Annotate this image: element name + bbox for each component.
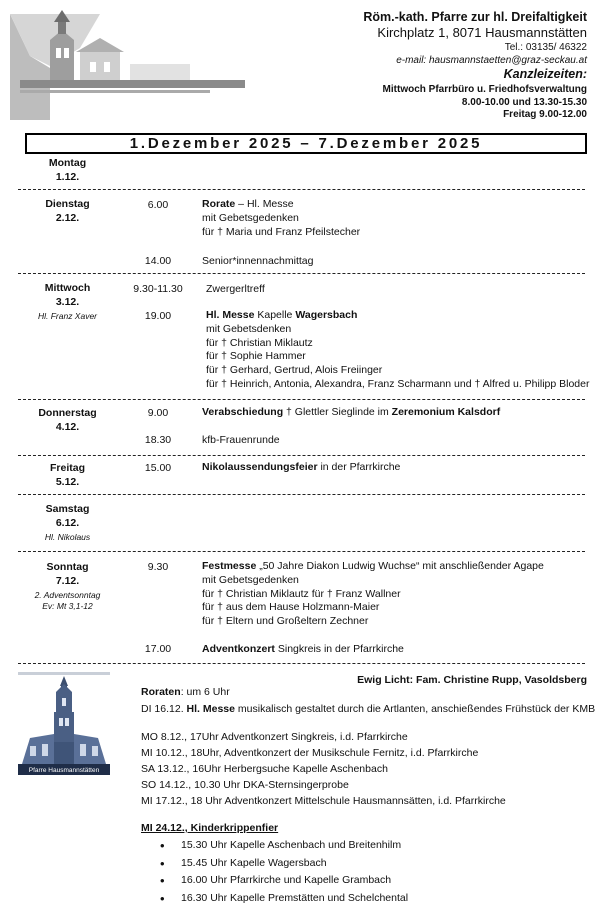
di-line <box>141 703 595 715</box>
day-date: 2.12. <box>55 212 80 224</box>
event-detail: für † Christian Miklautz für † Franz Wallner <box>202 587 401 600</box>
krippen-title: MI 24.12., Kinderkrippenfier <box>141 822 279 834</box>
divider <box>18 663 585 664</box>
week-title: 1.Dezember 2025 – 7.Dezember 2025 <box>25 133 587 154</box>
event-time: 17.00 <box>144 643 172 655</box>
announcement: MI 17.12., 18 Uhr Adventkonzert Mittelschule Hausmannsätten, i.d. Pfarrkirche <box>141 795 506 807</box>
roraten-line <box>141 686 230 698</box>
event-entry <box>202 406 500 420</box>
day-date: 4.12. <box>55 421 80 433</box>
roraten-text: : um 6 Uhr <box>180 686 230 698</box>
event-text: – Hl. Messe <box>235 198 294 210</box>
list-item: • 15.30 Uhr Kapelle Aschenbach und Breitenhilm <box>141 839 408 857</box>
event-text: Zwergerltreff <box>206 283 265 295</box>
event-time: 15.00 <box>144 462 172 474</box>
event-text: † Glettler Sieglinde im <box>283 406 392 418</box>
day-name: Montag <box>48 157 87 169</box>
divider <box>18 455 585 456</box>
event-entry <box>202 643 404 657</box>
day-date: 6.12. <box>55 517 80 529</box>
event-time: 19.00 <box>144 310 172 322</box>
event-text: Singkreis in der Pfarrkirche <box>274 643 404 655</box>
event-detail: für † Christian Miklautz <box>206 336 313 349</box>
parish-address: Kirchplatz 1, 8071 Hausmannstätten <box>377 25 587 40</box>
office-hours-line: Mittwoch Pfarrbüro u. Friedhofsverwaltung <box>382 84 587 95</box>
day-name: Donnerstag <box>38 407 97 419</box>
divider <box>18 189 585 190</box>
list-item: • 16.00 Uhr Pfarrkirche und Kapelle Grambach <box>141 874 408 892</box>
office-hours-line: 8.00-10.00 und 13.30-15.30 <box>461 97 587 108</box>
event-detail: für † Maria und Franz Pfeilstecher <box>202 225 361 238</box>
day-name: Samstag <box>45 503 90 515</box>
announcement: MO 8.12., 17Uhr Adventkonzert Singkreis, i.d. Pfarrkirche <box>141 731 408 743</box>
event-text: in der Pfarrkirche <box>317 461 401 473</box>
parish-email: e-mail: hausmannstaetten@graz-seckau.at <box>396 55 587 66</box>
di-prefix: DI 16.12. <box>141 703 187 715</box>
day-liturgy: 2. Adventsonntag <box>34 590 101 600</box>
day-saint: Hl. Franz Xaver <box>37 311 98 321</box>
di-text: musikalisch gestaltet durch die Artlanten, anschießendes Frühstück der KMB <box>234 703 596 715</box>
day-date: 1.12. <box>55 171 80 183</box>
event-detail: mit Gebetsdenken <box>206 322 292 335</box>
divider <box>18 494 585 495</box>
day-name: Dienstag <box>45 198 90 210</box>
di-title: Hl. Messe <box>186 703 235 715</box>
office-hours-line: Freitag 9.00-12.00 <box>503 109 587 120</box>
event-entry <box>206 309 589 392</box>
day-date: 3.12. <box>55 296 80 308</box>
event-location: Zeremonium Kalsdorf <box>391 406 501 418</box>
event-time: 18.30 <box>144 434 172 446</box>
event-time: 9.30 <box>147 561 169 573</box>
event-time: 9.00 <box>147 407 169 419</box>
day-date: 7.12. <box>55 575 80 587</box>
church-tower-icon <box>18 672 110 775</box>
event-time: 14.00 <box>144 255 172 267</box>
event-time: 9.30-11.30 <box>133 283 183 295</box>
event-title: Verabschiedung <box>202 406 284 418</box>
church-caption: Pfarre Hausmannstätten <box>28 767 100 774</box>
divider <box>18 399 585 400</box>
list-item: • 15.45 Uhr Kapelle Wagersbach <box>141 857 408 875</box>
event-text: Kapelle <box>254 309 296 321</box>
divider <box>18 551 585 552</box>
event-text: Senior*innennachmittag <box>202 255 314 267</box>
event-time: 6.00 <box>147 199 169 211</box>
event-title: Nikolaussendungsfeier <box>202 461 318 473</box>
ewig-licht: Ewig Licht: Fam. Christine Rupp, Vasoldsberg <box>357 674 587 686</box>
announcement: SA 13.12., 16Uhr Herbergsuche Kapelle Aschenbach <box>141 763 388 775</box>
event-title: Adventkonzert <box>202 643 275 655</box>
announcement: SO 14.12., 10.30 Uhr DKA-Sternsingerprobe <box>141 779 349 791</box>
event-detail: für † Heinrich, Antonia, Alexandra, Franz Scharmann und † Alfred u. Philipp Bloder <box>206 377 590 390</box>
event-entry <box>202 461 400 475</box>
event-entry <box>202 560 544 629</box>
day-name: Freitag <box>49 462 85 474</box>
event-entry <box>202 198 360 239</box>
day-date: 5.12. <box>55 476 80 488</box>
divider <box>18 273 585 274</box>
event-detail: mit Gebetsgedenken <box>202 211 299 224</box>
event-title: Rorate <box>202 198 236 210</box>
day-saint: Hl. Nikolaus <box>44 532 91 542</box>
parish-phone: Tel.: 03135/ 46322 <box>504 42 587 53</box>
event-text: kfb-Frauenrunde <box>202 434 280 446</box>
day-gospel: Ev: Mt 3,1-12 <box>42 601 93 611</box>
day-name: Sonntag <box>46 561 89 573</box>
event-detail: mit Gebetsgedenken <box>202 573 299 586</box>
event-detail: für † aus dem Hause Holzmann-Maier <box>202 601 380 614</box>
church-logo-icon <box>10 8 260 120</box>
event-text: „50 Jahre Diakon Ludwig Wuchse“ mit anschließender Agape <box>256 560 544 572</box>
roraten-label: Roraten <box>141 686 181 698</box>
announcement: MI 10.12., 18Uhr, Adventkonzert der Musikschule Fernitz, i.d. Pfarrkirche <box>141 747 479 759</box>
event-title: Hl. Messe <box>206 309 255 321</box>
list-item: • 16.30 Uhr Kapelle Premstätten und Schelchental <box>141 892 408 909</box>
day-name: Mittwoch <box>44 282 91 294</box>
event-location: Wagersbach <box>295 309 358 321</box>
event-detail: für † Gerhard, Gertrud, Alois Freiinger <box>206 364 383 377</box>
event-detail: für † Sophie Hammer <box>206 350 306 363</box>
krippen-list <box>141 839 408 909</box>
event-detail: für † Eltern und Großeltern Zechner <box>202 615 369 628</box>
parish-name: Röm.-kath. Pfarre zur hl. Dreifaltigkeit <box>363 10 587 24</box>
office-hours-title: Kanzleizeiten: <box>503 67 587 81</box>
event-title: Festmesse <box>202 560 257 572</box>
